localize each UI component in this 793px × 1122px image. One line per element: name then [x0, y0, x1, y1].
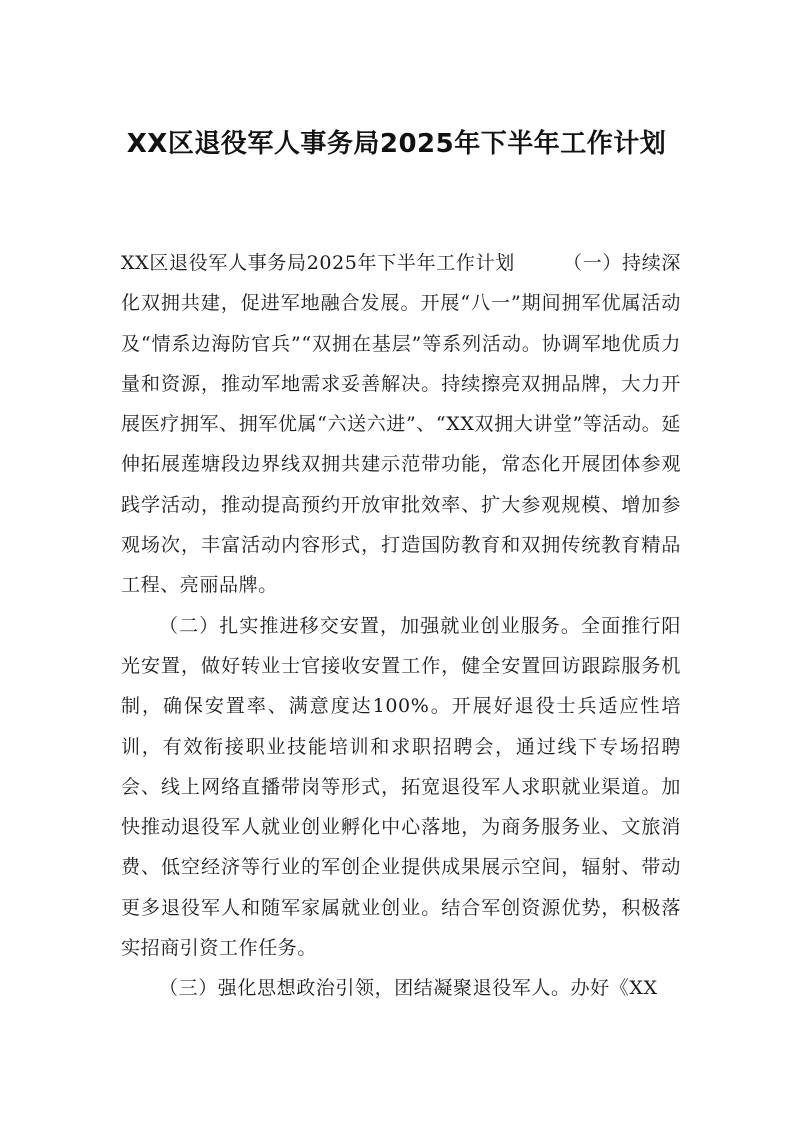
lead-text: XX区退役军人事务局2025年下半年工作计划	[121, 252, 515, 274]
paragraph-1	[121, 243, 681, 606]
paragraph-2: （二）扎实推进移交安置，加强就业创业服务。全面推行阳光安置，做好转业士官接收安置工作，健全安置回访跟踪服务机制，确保安置率、满意度达100%。开展好退役士兵适应性培训，有效衔接职业技能培训和求职招聘会，通过线下专场招聘会、线上网络直播带岗等形式，拓宽退役军人求职就业渠道。加快推动退役军人就业创业孵化中心落地，为商务服务业、文旅消费、低空经济等行业的军创企业提供成果展示空间，辐射、带动更多退役军人和随军家属就业创业。结合军创资源优势，积极落实招商引资工作任务。	[121, 614, 681, 960]
paragraph-1-text: （一）持续深化双拥共建，促进军地融合发展。开展“八一”期间拥军优属活动及“情系边海防官兵”“双拥在基层”等系列活动。协调军地优质力量和资源，推动军地需求妥善解决。持续擦亮双拥品牌，大力开展医疗拥军、拥军优属“六送六进”、“XX双拥大讲堂”等活动。延伸拓展莲塘段边界线双拥共建示范带功能，常态化开展团体参观践学活动，推动提高预约开放审批效率、扩大参观规模、增加参观场次，丰富活动内容形式，打造国防教育和双拥传统教育精品工程、亮丽品牌。	[121, 252, 681, 597]
document-body	[121, 243, 681, 1009]
document-title: XX区退役军人事务局2025年下半年工作计划	[126, 129, 667, 159]
paragraph-3: （三）强化思想政治引领，团结凝聚退役军人。办好《XX	[159, 977, 658, 1000]
